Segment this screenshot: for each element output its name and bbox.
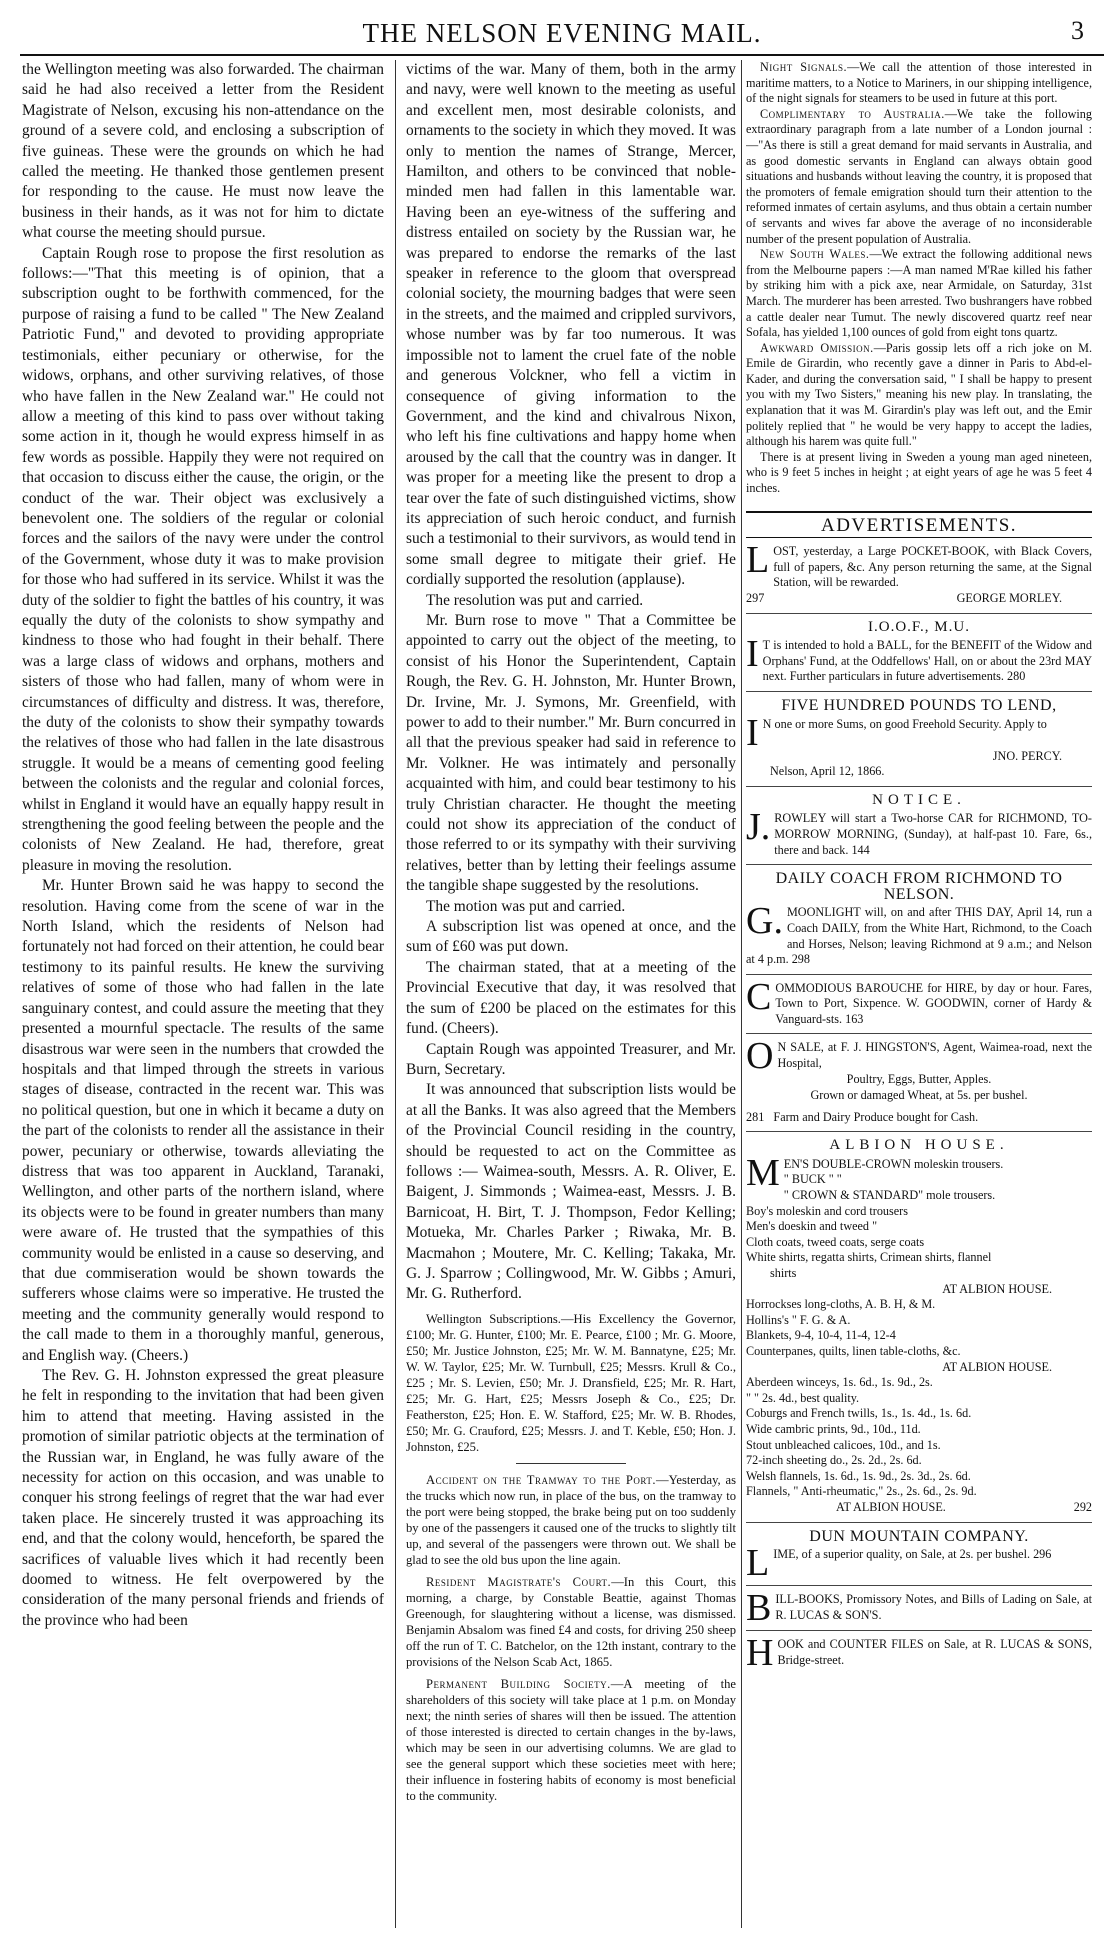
ad-number: 281 — [746, 1109, 765, 1124]
news-heading: Accident on the Tramway to the Port. — [426, 1472, 656, 1487]
column-2 — [406, 60, 736, 1928]
ad-line: Coburgs and French twills, 1s., 1s. 4d., 1s. 6d. — [746, 1406, 972, 1421]
ad-line: Poultry, Eggs, Butter, Apples. — [846, 1072, 992, 1087]
ad-title: DUN MOUNTAIN COMPANY. — [809, 1527, 1029, 1545]
news-item — [746, 341, 1092, 450]
ad-hook-files — [746, 1631, 1092, 1675]
ad-date: Nelson, April 12, 1866. — [770, 764, 885, 779]
ad-line: " CROWN & STANDARD" mole trousers. — [783, 1188, 996, 1203]
news-body: —Paris gossip lets off a rich joke on M. Emile de Girardin, who recently gave a dinner in Paris to Abd-el-Kader, and during the conversation said, " I shall be happy to present you with my Two Sisters," meaning his new play. In translating, the explanation that it was M. Girardin's play was left out, and the Emir politely replied that " he would be very happy to accept the ladies, although his harem was quite full." — [746, 340, 1092, 449]
article-paragraph: It was announced that subscription lists would be at all the Banks. It was also agreed that the Members of the Provincial Council residing in the country, should be requested to act on the Committee as follows :— Waimea-south, Messrs. A. R. Oliver, E. Baigent, J. Simmonds ; Waimea-east, Messrs. J. B. Barnicoat, H. Birt, T. J. Thompson, Fedor Kelling; Motueka, Mr. Charles Parker ; Riwaka, Mr. B. Macmahon ; Moutere, Mr. C. Kelling; Takaka, Mr. G. J. Sparrow ; Collingwood, Mr. W. Gibbs ; Amuri, Mr. G. Rutherford. — [406, 1081, 736, 1303]
news-item — [746, 107, 1092, 247]
ad-text: T is intended to hold a BALL, for the BENEFIT of the Widow and Orphans' Fund, at the Oddfellows' Hall, on or about the 23rd MAY next. Further particulars in future advertisements. — [762, 638, 1092, 684]
ad-text: N one or more Sums, on good Freehold Security. Apply to — [762, 716, 1047, 731]
article-paragraph: Mr. Burn rose to move " That a Committee be appointed to carry out the object of the meeting, to consist of his Honor the Superintendent, Captain Rough, the Rev. G. H. Johnston, Mr. Hunter Brown, Dr. Irvine, Mr. J. Symons, Mr. Greenfield, with power to add to their number." Mr. Burn concurred in all that the previous speaker had said in reference to Mr. Volkner. He was intimately and personally acquainted with him, and could bear testimony to his truly Christian character. He thought the meeting could not show its appreciation of the conduct of those referred to or its sympathy with their surviving relatives, better than by letting their feelings assume the tangible shape suggested by the resolutions. — [406, 611, 736, 895]
advertisements-heading: ADVERTISEMENTS. — [746, 511, 1092, 539]
column-1 — [22, 60, 384, 1928]
news-item — [406, 1676, 736, 1804]
news-heading: Resident Magistrate's Court. — [426, 1574, 612, 1589]
ad-bill-books — [746, 1586, 1092, 1631]
drop-cap: B — [746, 1587, 772, 1630]
news-item — [746, 60, 1092, 107]
ad-line: AT ALBION HOUSE. — [942, 1359, 1052, 1374]
ad-line: Welsh flannels, 1s. 6d., 1s. 9d., 2s. 3d., 2s. 6d. — [746, 1468, 971, 1483]
ad-notice — [746, 787, 1092, 865]
ad-line: 72-inch sheeting do., 2s. 2d., 2s. 6d. — [746, 1453, 922, 1468]
ad-number: 296 — [1033, 1547, 1052, 1562]
ad-title: DAILY COACH FROM RICHMOND TO NELSON. — [775, 870, 1063, 903]
article-paragraph: The resolution was put and carried. — [426, 591, 644, 609]
article-paragraph: Captain Rough was appointed Treasurer, and Mr. Burn, Secretary. — [406, 1040, 736, 1078]
ad-signature: GEORGE MORLEY. — [956, 591, 1062, 605]
news-body: —We take the following extraordinary paragraph from a late number of a London journal :—"As there is still a great demand for maid servants in Australia, and as good domestic servants in England can always obtain good situations and husbands without leaving the country, it is proposed that the promoters of female emigration should turn their attention to the reformed inmates of certain asylums, and thus obtain a certain number of servants and wives far above the average of no inconsiderable number of the present population of Australia. — [746, 106, 1092, 246]
news-heading: New South Wales. — [760, 247, 870, 262]
ad-title: I.O.O.F., M.U. — [868, 618, 970, 635]
ad-line: Stout unbleached calicoes, 10d., and 1s. — [746, 1437, 941, 1452]
drop-cap: H — [746, 1632, 774, 1675]
ad-line: EN'S DOUBLE-CROWN moleskin trousers. — [783, 1156, 1004, 1171]
divider — [516, 1463, 626, 1464]
news-item — [746, 450, 1092, 497]
column-3 — [746, 60, 1092, 1928]
ad-number: 298 — [791, 952, 810, 967]
ad-line: Men's doeskin and tweed " — [746, 1219, 878, 1234]
masthead-title: THE NELSON EVENING MAIL. — [362, 18, 762, 48]
news-item — [406, 1574, 736, 1670]
news-heading: Complimentary to Australia. — [760, 106, 945, 121]
ad-text: ROWLEY will start a Two-horse CAR for RICHMOND, TO-MORROW MORNING, (Sunday), at half-past 10. Fare, 6s., there and back. — [774, 811, 1092, 857]
ad-line: Blankets, 9-4, 10-4, 11-4, 12-4 — [746, 1328, 896, 1343]
ad-line: White shirts, regatta shirts, Crimean shirts, flannel — [746, 1250, 992, 1265]
drop-cap: I — [746, 633, 759, 676]
ad-line: Hollins's " F. G. & A. — [746, 1312, 851, 1327]
news-body: —We call the attention of those interested in maritime matters, to a Notice to Mariners, in our shipping intelligence, of the night signals for steamers to be used in future at this port. — [746, 60, 1092, 106]
ad-text: OST, yesterday, a Large POCKET-BOOK, with Black Covers, full of papers, &c. Any person returning the same, at the Signal Station, will be rewarded. — [773, 544, 1092, 590]
ad-line: AT ALBION HOUSE. — [942, 1281, 1052, 1296]
ad-line: shirts — [770, 1266, 797, 1280]
ad-loan — [746, 692, 1092, 787]
ad-signature: JNO. PERCY. — [992, 748, 1062, 763]
column-divider — [741, 60, 742, 1928]
masthead — [20, 8, 1104, 56]
ad-line: Farm and Dairy Produce bought for Cash. — [773, 1109, 979, 1124]
ad-albion-house — [746, 1132, 1092, 1522]
article-paragraph: victims of the war. Many of them, both in the army and navy, were well known to the meeting as useful and excellent men, most desirable colonists, and ornaments to the society in which they moved. It was only to mention the names of Strange, Mercer, Hamilton, and others to be convinced that noble-minded men had fallen in this lamentable war. Having been an eye-witness of the suffering and distress entailed on society by the Russian war, he was prepared to endorse the remarks of the last speaker in reference to the gloom that overspread colonial society, the mourning badges that were seen in the streets, and the maimed and crippled survivors, whose number was by far too numerous. It was impossible not to lament the cruel fate of the noble and generous Volckner, who fell a victim in consequence of giving information to the Government, and the kind and chivalrous Nixon, who left his fine cultivations and happy home when aroused by the call that the country was in danger. It was proper for a meeting like the present to drop a tear over the fate of such distinguished victims, show its appreciation of such heroic conduct, and furnish such a testimonial to their survivors, as would tend in some small degree to mitigate their grief. He cordially supported the resolution (applause). — [406, 61, 736, 589]
drop-cap: M — [746, 1151, 780, 1194]
ad-line: Wide cambric prints, 9d., 10d., 11d. — [746, 1421, 921, 1436]
ad-line: Boy's moleskin and cord trousers — [746, 1203, 908, 1218]
ad-line: " " 2s. 4d., best quality. — [746, 1390, 860, 1405]
news-body: —We extract the following additional news from the Melbourne papers :—A man named M'Rae killed his father by striking him with a pick axe, near Armidale, on Saturday, 31st March. The murderer has been arrested. Two bushrangers have robbed a cattle dealer near Tumut. The newly discovered quartz reef near Sofala, has yielded 1,100 ounces of gold from eight tons quartz. — [746, 247, 1092, 340]
news-body: —A meeting of the shareholders of this society will take place at 1 p.m. on Monday next; the ninth series of shares will then be issued. The attention of those interested is directed to certain changes in the by-laws, which may be seen in our advertising columns. We are glad to see the general support which these societies meet with here; their influence in fostering habits of economy is most beneficial to the community. — [406, 1676, 736, 1803]
drop-cap: I — [746, 711, 759, 754]
news-item — [746, 247, 1092, 341]
ad-number: 292 — [1073, 1499, 1092, 1514]
ad-line: Flannels, " Anti-rheumatic," 2s., 2s. 6d., 2s. 9d. — [746, 1484, 977, 1499]
drop-cap: L — [746, 539, 770, 582]
news-heading: Awkward Omission. — [760, 340, 874, 355]
ad-text: OMMODIOUS BAROUCHE for HIRE, by day or hour. Fares, Town to Port, Sixpence. W. GOODWIN, corner of Hardy & Vanguard-sts. — [775, 980, 1092, 1026]
ad-title: ALBION HOUSE. — [829, 1137, 1009, 1154]
ad-text: N SALE, at F. J. HINGSTON'S, Agent, Waimea-road, next the Hospital, — [777, 1040, 1092, 1071]
ad-number: 163 — [845, 1011, 864, 1026]
ad-title: FIVE HUNDRED POUNDS TO LEND, — [781, 696, 1057, 714]
news-item — [406, 1472, 736, 1568]
ad-number: 297 — [746, 591, 765, 605]
ad-line: " BUCK " " — [783, 1172, 842, 1187]
ad-number: 280 — [1007, 669, 1026, 684]
ad-line: Counterpanes, quilts, linen table-cloths, &c. — [746, 1343, 961, 1358]
ad-number: 144 — [851, 842, 870, 857]
ad-barouche — [746, 975, 1092, 1035]
news-body: There is at present living in Sweden a young man aged nineteen, who is 9 feet 5 inches in height ; at eight years of age he was 5 feet 4 inches. — [746, 449, 1092, 496]
ad-lost — [746, 538, 1092, 613]
drop-cap: C — [746, 975, 772, 1018]
drop-cap: G. — [746, 900, 783, 943]
column-divider — [395, 60, 396, 1928]
news-heading: Permanent Building Society. — [426, 1676, 611, 1691]
ad-title: NOTICE. — [872, 791, 966, 808]
ad-line: AT ALBION HOUSE. — [836, 1499, 946, 1514]
ad-line: Horrockses long-cloths, A. B. H, & M. — [746, 1297, 936, 1312]
ad-coach — [746, 865, 1092, 975]
drop-cap: J. — [746, 806, 771, 849]
article-paragraph: The motion was put and carried. — [426, 897, 626, 915]
article-paragraph: The Rev. G. H. Johnston expressed the great pleasure he felt in responding to the invitation that had been given him to attend that meeting. Having assisted in the promotion of similar patriotic objects at the termination of the Russian war, in England, he was fully aware of the necessity for action on this occasion, and was unable to conquer his strong feelings of regret that the war had ever taken place. He sincerely trusted it was approaching its end, and that the colony would, henceforth, be spared the sacrifices of valuable lives which it had recently been doomed to witness. He felt overpowered by the consideration of the many personal friends and friends of the province who had been — [22, 1367, 384, 1629]
article-paragraph: Captain Rough rose to propose the first resolution as follows:—"That this meeting is of opinion, that a subscription ought to be forthwith commenced, for the purpose of raising a fund to be called " The New Zealand Patriotic Fund," and devoted to providing appropriate testimonials, either pecuniary or otherwise, for the widows, orphans, and other surviving relatives, of those who have fallen in the New Zealand war." He could not allow a meeting of this kind to pass over without taking some action in it, though he would express himself in as few words as possible. Happily they were not required on that occasion to discuss either the cause, the origin, or the conduct of the war. Their object was exclusively a benevolent one. The soldiers of the regular or colonial forces and the sailors of the navy were under the control of the Government, whose duty it was to make provision for those who had suffered in its service. Whilst it was the duty of the soldier to fight the battles of his country, it was equally the duty of the colonists to show sympathy and kindness to those who had fought in their behalf. There was a large class of widows and orphans, mothers and sisters of those who had fallen, many of whom were in circumstances of difficulty and distress. It was, therefore, the duty of the colonists to show their sympathy towards the relatives of those who had fallen in the late disastrous struggle. It would be a means of cementing good feeling between the colonists and the regular and colonial forces, whilst in England it would have an equally happy result in strengthening the good feeling between the people and the colonists of New Zealand. He had, therefore, great pleasure in moving the resolution. — [22, 244, 384, 874]
ad-line: Cloth coats, tweed coats, serge coats — [746, 1234, 925, 1249]
ad-text: MOONLIGHT will, on and after THIS DAY, April 14, run a Coach DAILY, from the White Hart, Richmond, to the Coach and Horses, Nelson; leaving Richmond at 9 a.m.; and Nelson at 4 p.m. — [746, 905, 1092, 967]
article-paragraph: A subscription list was opened at once, and the sum of £60 was put down. — [406, 918, 736, 956]
ad-line: Grown or damaged Wheat, at 5s. per bushel. — [810, 1088, 1028, 1103]
ad-text: ILL-BOOKS, Promissory Notes, and Bills of Lading on Sale, at R. LUCAS & SON'S. — [775, 1592, 1092, 1622]
ad-text: IME, of a superior quality, on Sale, at 2s. per bushel. — [773, 1547, 1031, 1562]
subscription-list: Wellington Subscriptions.—His Excellency the Governor, £100; Mr. G. Hunter, £100; Mr. E. Pearce, £100 ; Mr. G. Moore, £50; Mr. Justice Johnston, £25; Mr. W. M. Bannatyne, £25; Mr. W. W. Taylor, £25; Mr. W. Turnbull, £25; Messrs. Krull & Co., £25 ; Mr. S. Levien, £50; Mr. J. Dransfield, £25; Mr. R. Hart, £25; Mr. G. Hart, £25; Messrs Joseph & Co., £25; Dr. Featherston, £25; Hon. E. W. Stafford, £25; Mr. W. B. Rhodes, £50; Mr. G. Crauford, £25; Messrs. J. and T. Keble, £50; Hon. J. Johnston, £25. — [406, 1311, 736, 1454]
drop-cap: O — [746, 1035, 774, 1078]
ad-ioof — [746, 614, 1092, 692]
ad-on-sale — [746, 1034, 1092, 1132]
ad-text: OOK and COUNTER FILES on Sale, at R. LUCAS & SONS, Bridge-street. — [777, 1637, 1092, 1667]
ad-dun-mountain — [746, 1523, 1092, 1587]
news-heading: Night Signals. — [760, 60, 848, 74]
drop-cap: L — [746, 1542, 770, 1585]
article-paragraph: The chairman stated, that at a meeting of the Provincial Executive that day, it was resolved that the sum of £200 be placed on the estimates for this fund. (Cheers). — [406, 958, 736, 1038]
news-body: —Yesterday, as the trucks which now run, in place of the bus, on the tramway to the port were being stopped, the brake being put on too suddenly by one of the passengers it caused one of the trucks to slightly tilt up, and several of the passengers were thrown out. We shall be glad to see the old bus upon the line again. — [406, 1472, 736, 1567]
article-paragraph: Mr. Hunter Brown said he was happy to second the resolution. Having come from the scene of war in the North Island, which the residents of Nelson had fortunately not had forced on their attention, he could bear testimony to its painful results. He knew the surviving relatives of some of those who had fallen in the late sanguinary contest, and could assure the meeting that they presented a mournful spectacle. The results of the same disastrous war were seen in the numbers that crowded the hospitals and that limped through the streets in various stages of disease, contracted in the recent war. This was no political question, but one in which it became a duty on the part of the colonists to render all the assistance in their power, pecuniary or otherwise, towards alleviating the distress that was too apparent in Auckland, Taranaki, Wellington, and other parts of the northern island, where its objects were to be found in greater numbers than many were aware of. He trusted that the sympathies of this community would be enlisted in a cause so deserving, and that due commiseration would be shown towards the sufferers whose claims were so imperative. He trusted the meeting and the community generally would respond to the call made to them in a thoroughly manful, generous, and English way. (Cheers.) — [22, 877, 384, 1364]
news-body: —In this Court, this morning, a charge, by Constable Beattie, against Thomas Greenough, for slaughtering without a license, was dismissed. Benjamin Absalom was fined £4 and costs, for driving 250 sheep off the run of T. C. Batchelor, on the 12th instant, contrary to the provisions of the Nelson Scab Act, 1865. — [406, 1574, 736, 1669]
ad-line: Aberdeen winceys, 1s. 6d., 1s. 9d., 2s. — [746, 1375, 933, 1390]
page-number: 3 — [1071, 16, 1084, 45]
article-paragraph: the Wellington meeting was also forwarded. The chairman said he had also received a letter from the Resident Magistrate of Nelson, excusing his non-attendance on the ground of a severe cold, and enclosing a subscription of five guineas. These were the grounds on which he had called the meeting. He thanked those gentlemen present for responding to the cause. He must now leave the business in their hands, as it was not for him to dictate what course the meeting should pursue. — [22, 61, 384, 242]
